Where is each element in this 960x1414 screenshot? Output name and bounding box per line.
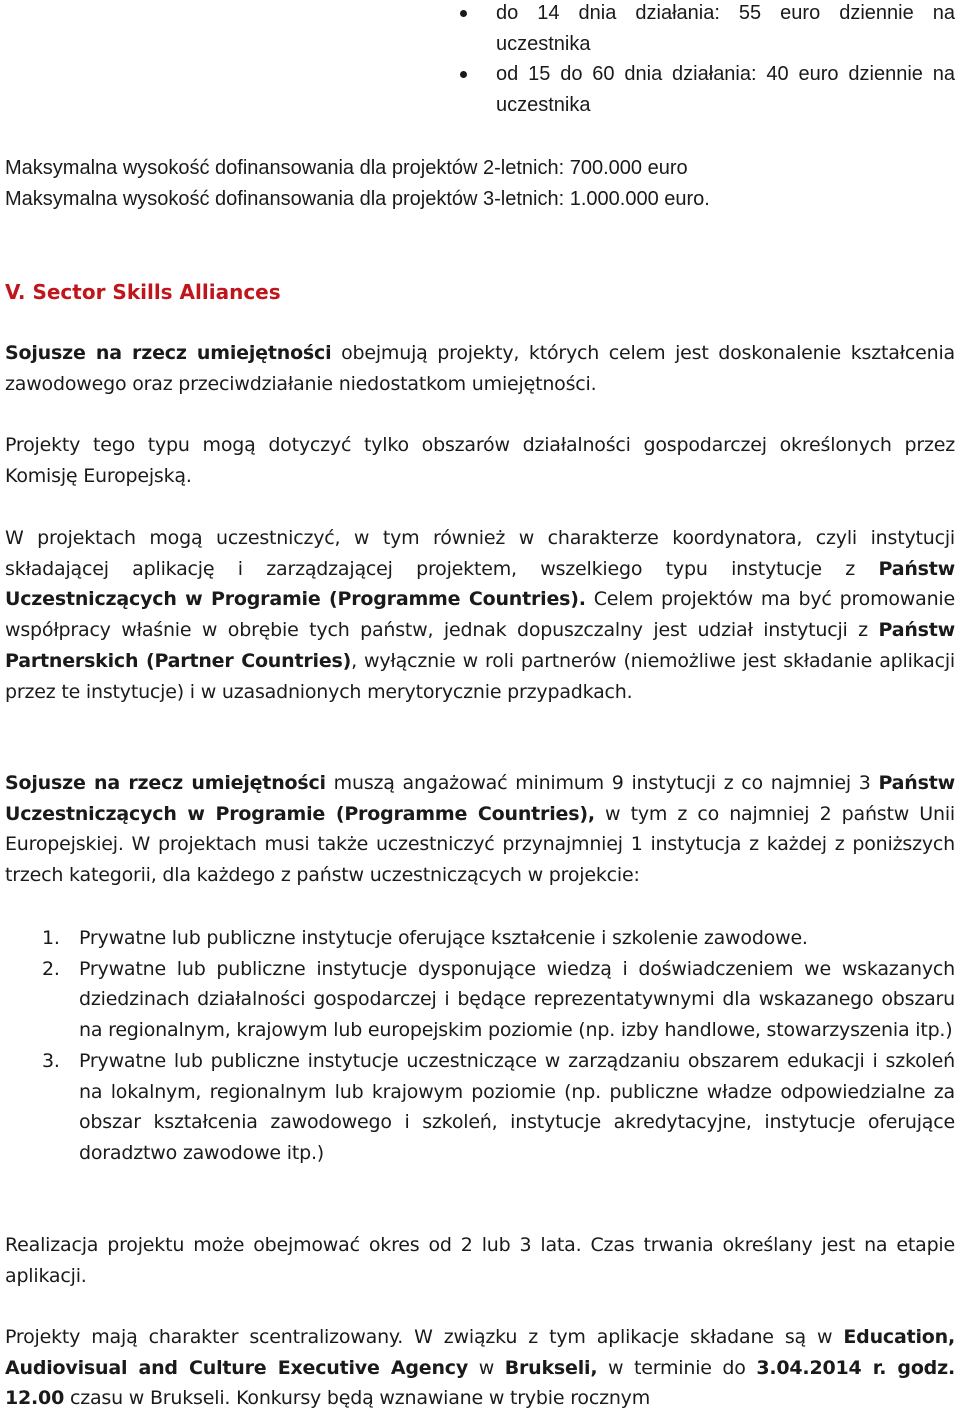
section-heading: V. Sector Skills Alliances	[5, 280, 281, 304]
bold-text: Sojusze na rzecz umiejętności	[5, 772, 326, 794]
bold-text: Sojusze na rzecz umiejętności	[5, 342, 332, 364]
bold-text: Brukseli,	[504, 1356, 598, 1379]
agency-name: Education, Audiovisual and Culture Executive Agency	[5, 1326, 955, 1379]
list-text: Prywatne lub publiczne instytucje dysponujące wiedzą i doświadczeniem we wskazanych dziedzinach działalności gospodarczej i będące reprezentatywnymi dla wskazanego obszaru na regionalnym, krajowym lub europejskim poziomie (np. izby handlowe, stowarzyszenia itp.)	[79, 957, 955, 1042]
paragraph-duration: Realizacja projektu może obejmować okres od 2 lub 3 lata. Czas trwania określany jest na etapie aplikacji.	[5, 1234, 955, 1287]
list-item	[5, 954, 955, 1046]
bullet-text: od 15 do 60 dnia działania: 40 euro dziennie na uczestnika	[496, 63, 955, 117]
paragraph-scope: Projekty tego typu mogą dotyczyć tylko obszarów działalności gospodarczej określonych przez Komisję Europejską.	[5, 434, 955, 487]
deadline: 3.04.2014 r. godz. 12.00	[5, 1356, 955, 1410]
daily-rate-list	[5, 0, 955, 121]
list-item	[5, 923, 955, 954]
list-number: 1.	[42, 927, 60, 949]
max-funding-2y: Maksymalna wysokość dofinansowania dla projektów 2-letnich: 700.000 euro	[5, 157, 688, 179]
list-item	[5, 59, 955, 120]
bold-text: Państw Uczestniczących w Programie (Programme Countries).	[5, 557, 955, 611]
max-funding-3y: Maksymalna wysokość dofinansowania dla projektów 3-letnich: 1.000.000 euro.	[5, 187, 710, 210]
paragraph-intro: Sojusze na rzecz umiejętności obejmują projekty, których celem jest doskonalenie kształcenia zawodowego oraz przeciwdziałanie niedostatkom umiejętności.	[5, 342, 955, 395]
max-funding-block	[5, 153, 955, 214]
bullet-icon	[460, 71, 467, 78]
paragraph-requirements: Sojusze na rzecz umiejętności muszą angażować minimum 9 instytucji z co najmniej 3 Państw Uczestniczących w Programie (Programme Countries), w tym z co najmniej 2 państw Unii Europejskiej. W projektach musi także uczestniczyć przynajmniej 1 instytucja z każdej z poniższych trzech kategorii, dla każdego z państw uczestniczących w projekcie:	[5, 772, 955, 887]
bold-text: Państw Uczestniczących w Programie (Programme Countries),	[5, 772, 955, 825]
list-item	[5, 0, 955, 59]
bullet-icon	[460, 10, 467, 17]
list-item	[5, 1046, 955, 1169]
list-text: Prywatne lub publiczne instytucje oferujące kształcenie i szkolenie zawodowe.	[79, 927, 808, 949]
bullet-text: do 14 dnia działania: 55 euro dziennie na uczestnika	[496, 2, 955, 55]
list-number: 2.	[42, 957, 60, 980]
category-list	[5, 923, 955, 1169]
bold-text: Państw Partnerskich (Partner Countries)	[5, 619, 955, 672]
paragraph-submission: Projekty mają charakter scentralizowany. W związku z tym aplikacje składane są w Education, Audiovisual and Culture Executive Agency w Brukseli, w terminie do 3.04.2014 r. godz. 12.00 czasu w Brukseli. Konkursy będą wznawiane w trybie rocznym	[5, 1326, 955, 1410]
list-number: 3.	[42, 1049, 60, 1072]
list-text: Prywatne lub publiczne instytucje uczestniczące w zarządzaniu obszarem edukacji i szkoleń na lokalnym, regionalnym lub krajowym poziomie (np. publiczne władze odpowiedzialne za obszar kształcenia zawodowego i szkoleń, instytucje akredytacyjne, instytucje oferujące doradztwo zawodowe itp.)	[79, 1049, 955, 1164]
paragraph-participants: W projektach mogą uczestniczyć, w tym również w charakterze koordynatora, czyli instytucji składającej aplikację i zarządzającej projektem, wszelkiego typu instytucje z Państw Uczestniczących w Programie (Programme Countries). Celem projektów ma być promowanie współpracy właśnie w obrębie tych państw, jednak dopuszczalny jest udział instytucji z Państw Partnerskich (Partner Countries), wyłącznie w roli partnerów (niemożliwe jest składanie aplikacji przez te instytucje) i w uzasadnionych merytorycznie przypadkach.	[5, 527, 955, 703]
